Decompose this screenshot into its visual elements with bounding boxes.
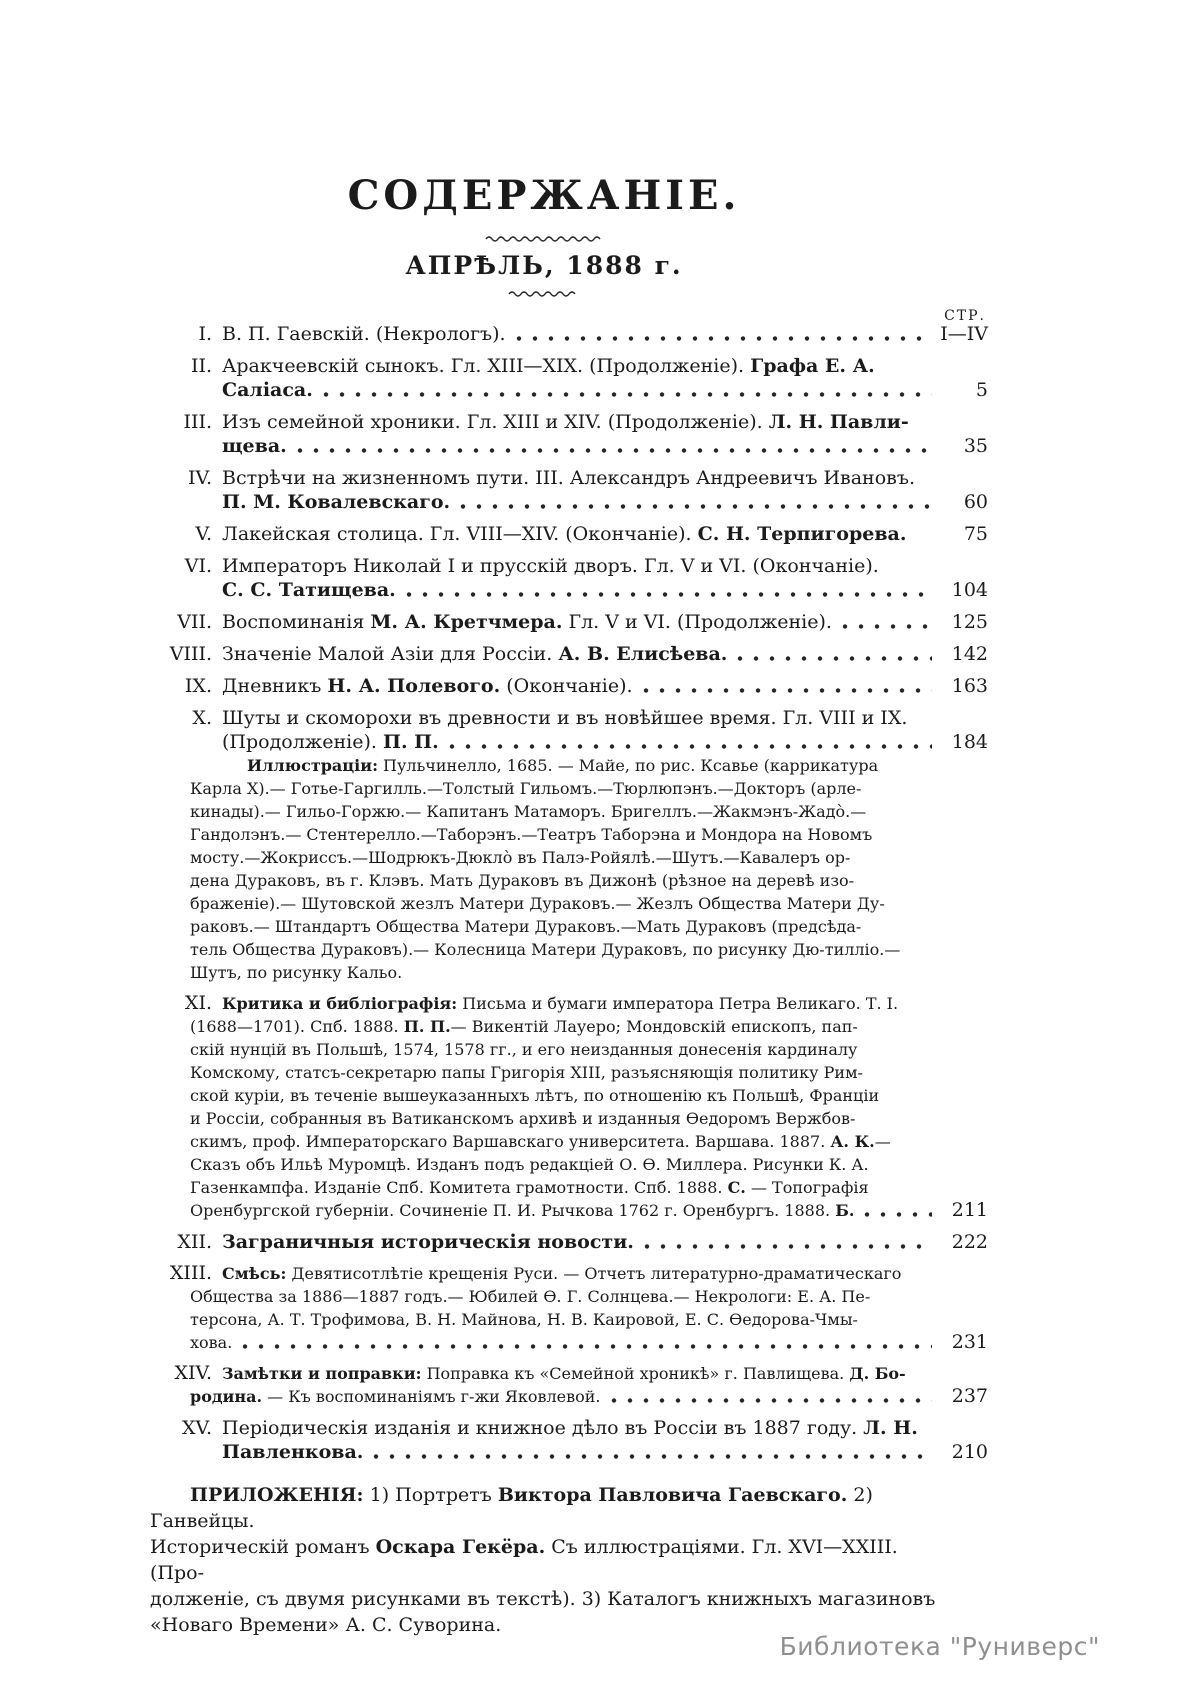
text-segment: Письма и бумаги императора Петра Великаго. Т. I. [457,994,899,1013]
dot-leader [643,687,932,694]
entry-text [222,992,898,1015]
entry-line [150,1061,988,1084]
dot-leader [611,1397,932,1404]
entry-text [190,1130,891,1153]
text-segment: П. М. Ковалевскаго. [222,491,451,513]
entry-line [150,322,988,346]
text-segment: М. А. Кретчмера. [370,611,563,633]
entry-text [190,823,872,846]
entry-text [222,1262,901,1285]
toc-entry [150,466,988,514]
divider-squiggle-small [508,289,580,298]
text-segment: Императоръ Николай I и прусскій дворъ. Гл. V и VI. (Окончаніе). [222,555,879,577]
entry-text [190,1107,855,1130]
entry-line [150,490,988,514]
text-segment: мосту.—Жокриссъ.—Шодрюкъ-Дюкло̀ въ Палэ-Ройялѣ.—Шутъ.—Кавалеръ ор- [190,848,851,867]
page-header [150,174,938,298]
entry-text [222,578,396,602]
text-segment: скимъ, проф. Императорскаго Варшавскаго университета. Варшава. 1887. [190,1132,831,1151]
entry-line [150,522,988,546]
text-segment: Періодическія изданія и книжное дѣло въ Россіи въ 1887 году. [222,1417,864,1439]
entry-line [150,1107,988,1130]
text-segment: кинады).— Гильо-Горжю.— Капитанъ Матаморъ. Бригеллъ.—Жакмэнъ-Жадо̀.— [190,802,867,821]
text-segment: П. П. [403,1017,451,1036]
text-segment: Пульчинелло, 1685. — Майе, по рис. Ксавье (каррикатура [377,756,879,775]
entry-line [150,410,988,434]
text-segment: родина. [190,1387,263,1406]
text-segment: Смѣсь: [222,1264,287,1283]
text-segment: Сказъ объ Ильѣ Муромцѣ. Изданъ подъ редакціей О. Ѳ. Миллера. Рисунки К. А. [190,1155,869,1174]
text-segment: — Къ воспоминаніямъ г-жи Яковлевой. [262,1387,601,1406]
text-segment: Б. [835,1201,855,1220]
text-segment: терсона, А. Т. Трофимова, В. Н. Майнова, Н. В. Каировой, Е. С. Ѳедорова-Чмы- [190,1310,858,1329]
entry-text [190,938,900,961]
page-number: 231 [951,1331,988,1353]
text-segment: Девятисотлѣтіе крещенія Руси. — Отчетъ литературно-драматическаго [286,1264,902,1283]
entry-text [190,1015,858,1038]
page-number: 184 [951,731,988,753]
toc-entry [150,354,988,402]
text-segment: — Топографія [745,1178,869,1197]
entry-text [190,1308,858,1331]
entry-line [150,754,988,777]
entry-line [150,869,988,892]
entry-line [150,1385,988,1408]
text-segment: раковъ.— Штандартъ Общества Матери Дураковъ.—Мать Дураковъ (предсѣда- [190,917,862,936]
entry-text [190,846,850,869]
entry-text [190,961,402,984]
entry-text [190,1285,870,1308]
entry-text [190,1084,879,1107]
entry-line [150,1586,938,1612]
text-segment: тель Общества Дураковъ).— Колесница Матери Дураковъ, по рисунку Дю-тилліо.— [190,940,901,959]
entry-line [150,961,988,984]
entry-line [150,1482,938,1534]
entry-line [150,1084,988,1107]
entry-line [150,1440,988,1464]
toc-entry [150,674,988,698]
entry-text [222,1416,918,1440]
text-segment: щева. [222,435,287,457]
entry-text [190,1153,869,1176]
entry-line [150,1416,988,1440]
text-segment: долженіе, съ двумя рисунками въ текстѣ). 3) Каталогъ книжныхъ магазиновъ [150,1588,936,1610]
text-segment: скій нунцій въ Польшѣ, 1574, 1578 гг., и его неизданныя донесенія кардиналу [190,1040,858,1059]
toc-entry [150,522,988,546]
text-segment: Л. Н. Павли- [768,411,909,433]
dot-leader [516,335,932,342]
page-title: СОДЕРЖАНІЕ. [347,172,741,219]
entry-text [150,1588,935,1610]
entry-number: IX. [184,675,212,697]
page-number: 237 [951,1385,988,1407]
text-segment: хова. [190,1333,233,1352]
text-segment: дена Дураковъ, въ г. Клэвъ. Мать Дураковъ въ Дижонѣ (рѣзное на деревѣ изо- [190,871,855,890]
page-number: 142 [951,643,988,665]
page-number: I—IV [940,323,988,345]
entry-line [150,354,988,378]
entry-number: XIII. [169,1262,212,1284]
entry-text [190,915,861,938]
toc-entry [150,1262,988,1354]
entry-line [150,610,988,634]
text-segment: Заграничныя историческія новости. [222,1231,634,1253]
text-segment: Оренбургской губерніи. Сочиненіе П. И. Рычкова 1762 г. Оренбургъ. 1888. [190,1201,836,1220]
table-of-contents [150,322,988,1464]
divider-squiggle-large [485,234,603,243]
dot-leader [449,743,932,750]
text-segment: Гандолэнъ.— Стентерелло.—Таборэнъ.—Театръ Таборэна и Мондора на Новомъ [190,825,873,844]
entry-line [150,1308,988,1331]
dot-leader [644,1243,932,1250]
entry-number: V. [195,523,212,545]
entry-line [150,1362,988,1385]
text-segment: С. [727,1178,746,1197]
appendix-paragraph [150,1482,938,1638]
text-segment: Виктора Павловича Гаевскаго. [497,1484,848,1506]
entry-line [150,1153,988,1176]
entry-text [190,1199,854,1222]
entry-text [222,674,633,698]
entry-text [222,1440,363,1464]
dot-leader [842,623,932,630]
entry-text [222,354,875,378]
entry-text [222,610,832,634]
entry-text [190,800,866,823]
entry-text [222,642,727,666]
text-segment: Встрѣчи на жизненномъ пути. III. Александръ Андреевичъ Ивановъ. [222,467,915,489]
entry-text [190,869,854,892]
entry-text [222,554,879,578]
entry-line [150,1176,988,1199]
entry-line [150,823,988,846]
dot-leader [864,1211,932,1218]
toc-entry [150,554,988,602]
text-segment: Павленкова. [222,1441,364,1463]
page-number: 75 [963,523,988,545]
entry-text [222,730,439,754]
text-segment: Шутъ, по рисунку Кальо. [190,963,403,982]
text-segment: Комскому, статсъ-секретарю папы Григорія XIII, разъясняющія политику Рим- [190,1063,863,1082]
dot-leader [373,1453,932,1460]
toc-entry [150,322,988,346]
dot-leader [297,447,932,454]
page-number: 125 [951,611,988,633]
text-segment: Аракчеевскій сынокъ. Гл. XIII—XIX. (Продолженіе). [222,355,751,377]
text-segment: Л. Н. [863,1417,918,1439]
entry-line [150,434,988,458]
entry-line [150,378,988,402]
text-segment: П. П. [383,731,439,753]
entry-number: X. [192,707,212,729]
entry-line [150,1015,988,1038]
entry-number: XIV. [174,1362,212,1384]
entry-text [222,522,906,546]
entry-number: XV. [182,1417,212,1439]
entry-text [222,1362,906,1385]
issue-subtitle: АПРѢЛЬ, 1888 г. [405,251,683,280]
toc-entry [150,706,988,984]
text-segment: 2) Ганвейцы. [150,1484,873,1532]
text-segment: Дневникъ [222,675,328,697]
text-segment: Шуты и скоморохи въ древности и въ новѣйшее время. Гл. VIII и IX. [222,707,908,729]
dot-leader [323,391,932,398]
entry-line [150,1038,988,1061]
entry-line [150,1199,988,1222]
text-segment: 1) Портретъ [363,1484,498,1506]
entry-number: VIII. [169,643,212,665]
toc-entry [150,410,988,458]
entry-text [190,1038,857,1061]
page-number: 211 [951,1199,988,1221]
entry-line [150,674,988,698]
text-segment: (1688—1701). Спб. 1888. [190,1017,404,1036]
entry-line [150,706,988,730]
entry-line [150,1130,988,1153]
entry-line [150,846,988,869]
text-segment: (Окончаніе). [500,675,633,697]
dot-leader [737,655,932,662]
entry-text [190,1061,863,1084]
text-segment: Лакейская столица. Гл. VIII—XIV. (Окончаніе). [222,523,698,545]
page-number: 60 [963,491,988,513]
entry-number: XII. [177,1231,212,1253]
entry-text [150,1536,898,1584]
entry-number: III. [183,411,212,433]
entry-text [222,410,909,434]
text-segment: Иллюстраціи: [247,756,378,775]
entry-text [190,777,861,800]
text-segment: Замѣтки и поправки: [222,1364,422,1383]
entry-text [190,1331,232,1354]
text-segment: Гл. V и VI. (Продолженіе). [562,611,832,633]
page-number: 222 [951,1231,988,1253]
text-segment: Критика и библіографія: [222,994,458,1013]
entry-line [150,915,988,938]
entry-line [150,578,988,602]
text-segment: ПРИЛОЖЕНІЯ: [190,1484,364,1506]
entry-line [150,1331,988,1354]
page-number: 5 [975,379,988,401]
toc-entry [150,1230,988,1254]
text-segment: (Продолженіе). [222,731,383,753]
entry-text [222,322,506,346]
text-segment: Значеніе Малой Азіи для Россіи. [222,643,559,665]
text-segment: С. С. Татищева. [222,579,396,601]
entry-text [150,1614,501,1636]
entry-text [190,1176,869,1199]
entry-text [190,1385,601,1408]
entry-text [222,490,450,514]
text-segment: Газенкампфа. Изданіе Спб. Комитета грамотности. Спб. 1888. [190,1178,728,1197]
text-segment: Н. А. Полевого. [327,675,501,697]
text-segment: Общества за 1886—1887 годъ.— Юбилей Ѳ. Г. Солнцева.— Некрологи: Е. А. Пе- [190,1287,871,1306]
entry-number: I. [198,323,212,345]
entry-text [190,754,878,777]
entry-line [150,938,988,961]
page-number: 104 [951,579,988,601]
entry-line [150,642,988,666]
text-segment: Поправка къ «Семейной хроникѣ» г. Павлищева. [421,1364,850,1383]
entry-number: II. [190,355,212,377]
text-segment: С. Н. Терпигорева. [697,523,907,545]
toc-entry [150,642,988,666]
text-segment: — [874,1132,891,1151]
text-segment: В. П. Гаевскій. (Некрологъ). [222,323,506,345]
entry-text [150,1484,873,1532]
entry-line [150,730,988,754]
text-segment: Саліаса. [222,379,313,401]
entry-line [150,466,988,490]
text-segment: ской куріи, въ теченіе вышеуказанныхъ лѣтъ, по отношенію къ Польшѣ, Франціи [190,1086,880,1105]
entry-text [222,434,287,458]
entry-text [190,892,885,915]
page-column-header: СТР. [944,308,986,324]
entry-number: VI. [184,555,212,577]
entry-line [150,1262,988,1285]
toc-entry [150,1362,988,1408]
toc-entry [150,1416,988,1464]
entry-text [222,466,915,490]
entry-line [150,1285,988,1308]
toc-entry [150,610,988,634]
dot-leader [406,591,932,598]
page-number: 163 [951,675,988,697]
text-segment: Изъ семейной хроники. Гл. XIII и XIV. (Продолженіе). [222,411,769,433]
entry-text [222,1230,634,1254]
entry-line [150,1534,938,1586]
entry-number: VII. [177,611,212,633]
entry-number: IV. [188,467,212,489]
entry-number: XI. [184,992,212,1014]
entry-line [150,992,988,1015]
dot-leader [460,503,932,510]
text-segment: Воспоминанія [222,611,371,633]
toc-entry [150,992,988,1222]
library-watermark: Библиотека "Руниверс" [779,1632,1100,1661]
text-segment: Графа Е. А. [750,355,875,377]
document-page [150,168,988,1638]
entry-line [150,1230,988,1254]
entry-line [150,777,988,800]
dot-leader [242,1343,932,1350]
text-segment: браженіе).— Шутовской жезлъ Матери Дураковъ.— Жезлъ Общества Матери Ду- [190,894,885,913]
text-segment: Оскара Гекёра. [375,1536,546,1558]
text-segment: А. В. Елисѣева. [558,643,728,665]
entry-text [222,706,907,730]
entry-text [222,378,313,402]
text-segment: Историческій романъ [150,1536,376,1558]
entry-line [150,892,988,915]
text-segment: — Викентій Лауеро; Мондовскій епископъ, пап- [450,1017,858,1036]
page-number: 35 [963,435,988,457]
text-segment: Съ иллюстраціями. Гл. XVI—XXIII. (Про- [150,1536,898,1584]
entry-line [150,800,988,823]
text-segment: и Россіи, собранныя въ Ватиканскомъ архивѣ и изданныя Ѳедоромъ Вержбов- [190,1109,856,1128]
text-segment: «Новаго Времени» А. С. Суворина. [150,1614,502,1636]
entry-line [150,554,988,578]
page-number: 210 [951,1441,988,1463]
text-segment: Д. Бо- [849,1364,906,1383]
text-segment: Карла X).— Готье-Гаргилль.—Толстый Гильомъ.—Тюрлюпэнъ.—Докторъ (арле- [190,779,862,798]
text-segment: А. К. [830,1132,875,1151]
